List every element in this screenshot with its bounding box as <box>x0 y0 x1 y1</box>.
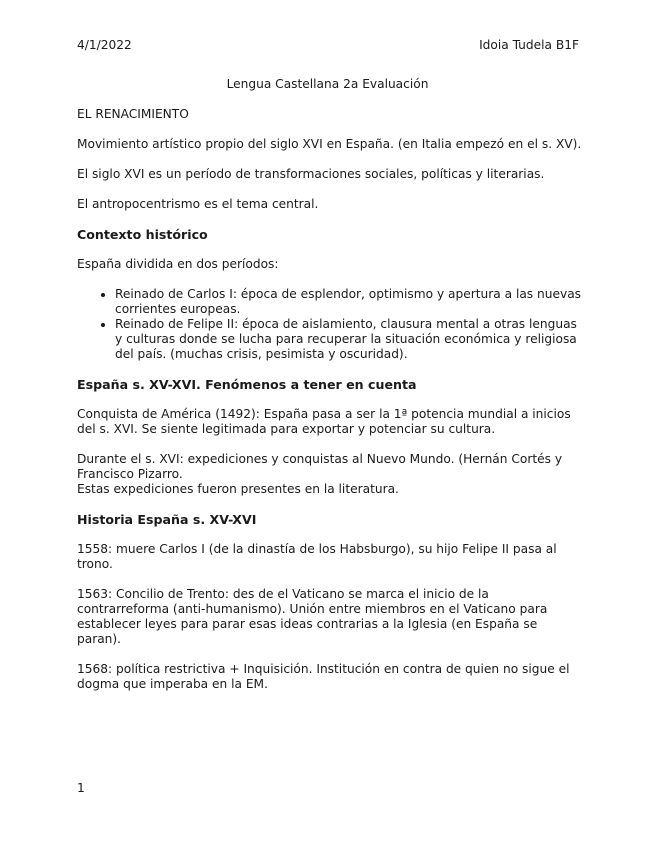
page-number: 1 <box>77 781 85 795</box>
paragraph: El antropocentrismo es el tema central. <box>77 197 319 211</box>
paragraph: Conquista de América (1492): España pasa a ser la 1ª potencia mundial a inicios del s. XVI. Se siente legitimada para exportar y potenciar su cultura. <box>77 407 571 436</box>
paragraph: Durante el s. XVI: expediciones y conquistas al Nuevo Mundo. (Hernán Cortés y Francisco Pizarro. <box>77 452 563 481</box>
paragraph: El siglo XVI es un período de transformaciones sociales, políticas y literarias. <box>77 167 545 181</box>
paragraph: Estas expediciones fueron presentes en la literatura. <box>77 482 399 496</box>
header-date: 4/1/2022 <box>77 38 132 52</box>
paragraph: España dividida en dos períodos: <box>77 257 279 271</box>
list-item: • Reinado de Carlos I: época de esplendor, optimismo y apertura a las nuevas corrientes europeas. <box>115 287 582 317</box>
section-heading-renacimiento: EL RENACIMIENTO <box>77 107 189 121</box>
header-author: Idoia Tudela B1F <box>479 38 579 52</box>
section-heading-fenomenos: España s. XV-XVI. Fenómenos a tener en cuenta <box>77 377 417 392</box>
bullet-list <box>77 287 582 362</box>
section-heading-contexto: Contexto histórico <box>77 227 208 242</box>
section-heading-historia: Historia España s. XV-XVI <box>77 512 257 527</box>
paragraph: Movimiento artístico propio del siglo XVI en España. (en Italia empezó en el s. XV). <box>77 137 582 151</box>
paragraph: 1568: política restrictiva + Inquisición. Institución en contra de quien no sigue el dogma que imperaba en la EM. <box>77 662 570 691</box>
list-item: • Reinado de Felipe II: época de aislamiento, clausura mental a otras lenguas y culturas donde se lucha para recuperar la situación económica y religiosa del país. (muchas crisis, pesimista y oscuridad). <box>115 317 582 362</box>
document-body <box>77 107 582 692</box>
paragraph: 1558: muere Carlos I (de la dinastía de los Habsburgo), su hijo Felipe II pasa al trono. <box>77 542 557 571</box>
paragraph: 1563: Concilio de Trento: des de el Vaticano se marca el inicio de la contrarreforma (anti-humanismo). Unión entre miembros en el Vaticano para establecer leyes para parar esas ideas contrarias a la Iglesia (en España se paran). <box>77 587 548 646</box>
document-title: Lengua Castellana 2a Evaluación <box>226 77 429 91</box>
